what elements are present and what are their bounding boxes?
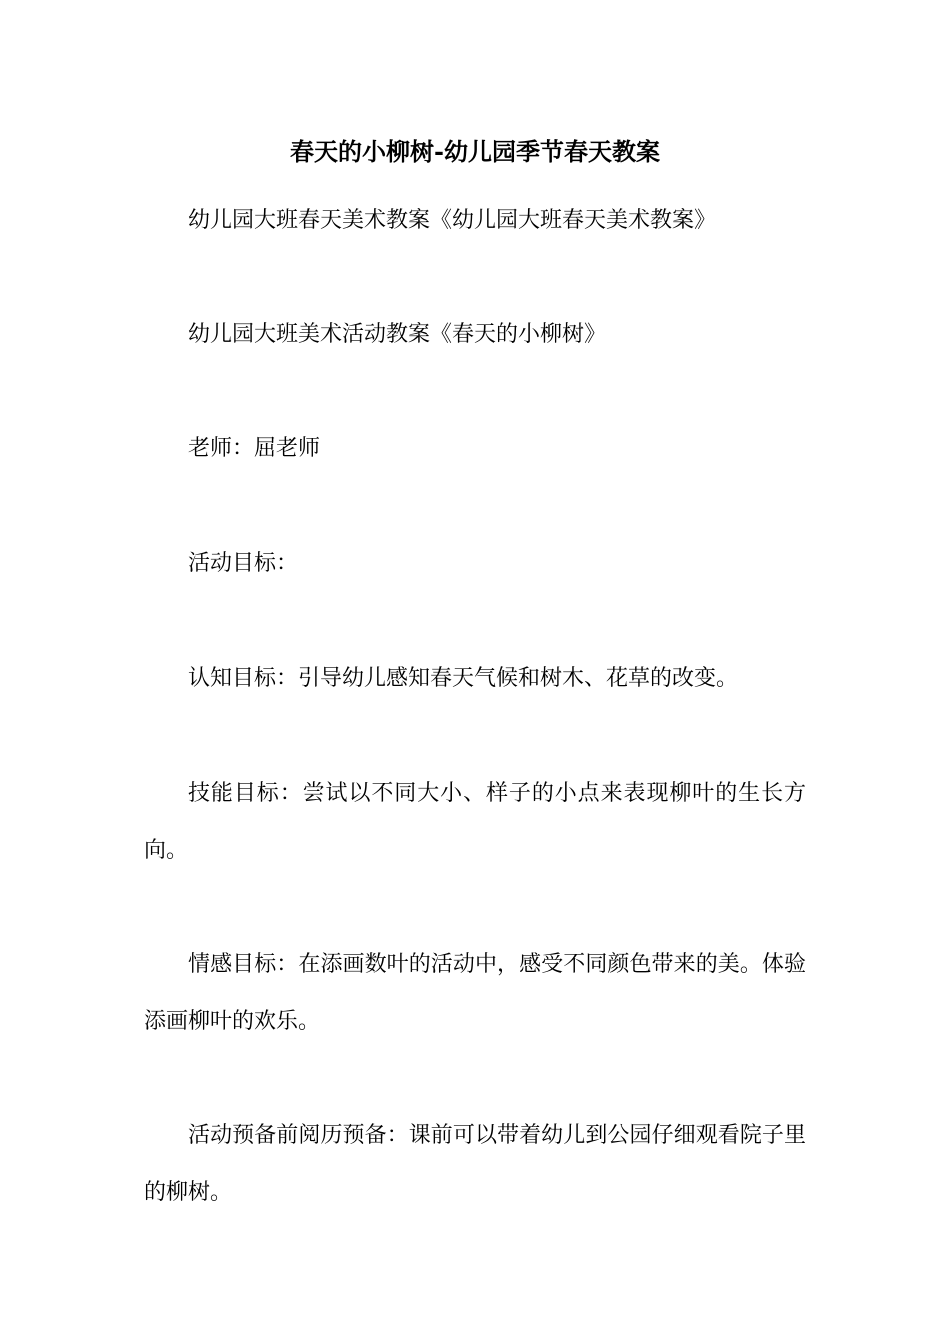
paragraph-teacher: 老师：屈老师 bbox=[188, 436, 321, 461]
paragraph-cognitive-goal: 认知目标：引导幼儿感知春天气候和树木、花草的改变。 bbox=[188, 666, 739, 691]
paragraph-course-title: 幼儿园大班春天美术教案《幼儿园大班春天美术教案》 bbox=[188, 208, 717, 233]
paragraph-goals-heading: 活动目标： bbox=[188, 551, 299, 576]
paragraph-preparation: 活动预备前阅历预备：课前可以带着幼儿到公园仔细观看院子里的柳树。 bbox=[144, 1123, 806, 1205]
paragraph-activity-title: 幼儿园大班美术活动教案《春天的小柳树》 bbox=[188, 322, 607, 347]
document-title: 春天的小柳树-幼儿园季节春天教案 bbox=[290, 137, 660, 166]
paragraph-skill-goal: 技能目标：尝试以不同大小、样子的小点来表现柳叶的生长方向。 bbox=[144, 781, 806, 863]
paragraph-emotion-goal: 情感目标：在添画数叶的活动中，感受不同颜色带来的美。体验添画柳叶的欢乐。 bbox=[144, 952, 806, 1034]
